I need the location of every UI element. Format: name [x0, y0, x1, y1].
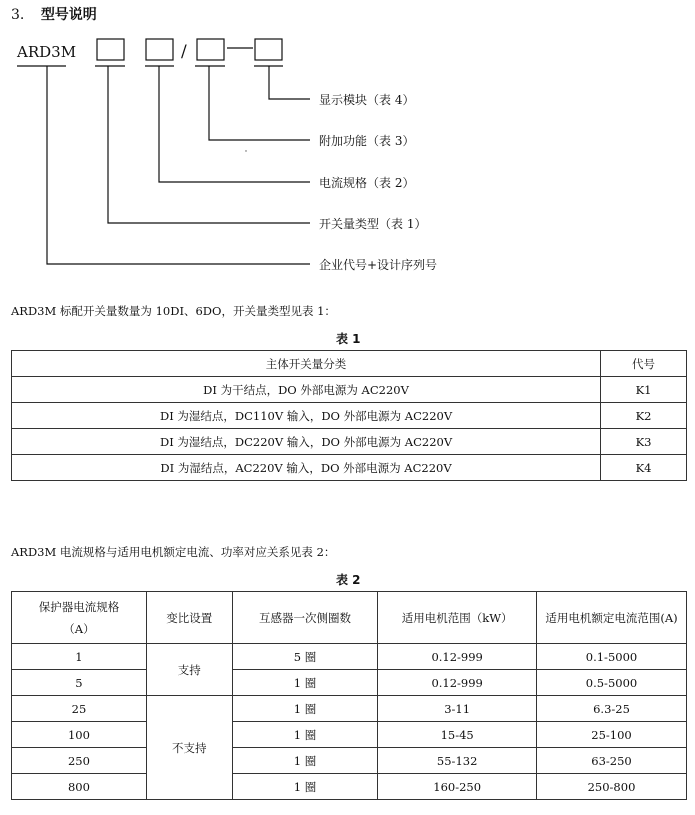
- table2-caption: 表 2: [336, 573, 361, 587]
- table-row: [12, 748, 687, 774]
- table-cell: 5: [12, 670, 147, 696]
- table-row: [12, 429, 687, 455]
- table-row: [12, 722, 687, 748]
- leader-line-function: [209, 66, 310, 140]
- leader-line-current: [159, 66, 310, 182]
- table-cell: 250: [12, 748, 147, 774]
- table-row: [12, 377, 687, 403]
- table-row: [12, 774, 687, 800]
- code-box-3: [197, 39, 224, 60]
- table-cell: DI 为湿结点，DC220V 输入，DO 外部电源为 AC220V: [12, 429, 601, 455]
- model-prefix: ARD3M: [17, 43, 77, 61]
- table-cell: 100: [12, 722, 147, 748]
- model-code-diagram: [0, 0, 695, 300]
- label-extra-function: 附加功能（表 3）: [319, 134, 415, 148]
- table-cell: K4: [601, 455, 687, 481]
- label-display-module: 显示模块（表 4）: [319, 93, 415, 107]
- table-cell: 6.3-25: [537, 696, 687, 722]
- column-header-ratio: 变比设置: [146, 592, 232, 644]
- column-header-kw: 适用电机范围（kW）: [378, 592, 537, 644]
- table-cell: DI 为湿结点，AC220V 输入，DO 外部电源为 AC220V: [12, 455, 601, 481]
- table-cell: 0.12-999: [378, 670, 537, 696]
- column-header-spec: 保护器电流规格（A）: [12, 592, 147, 644]
- table-cell: 63-250: [537, 748, 687, 774]
- table-cell: 0.1-5000: [537, 644, 687, 670]
- table-cell: 55-132: [378, 748, 537, 774]
- table-row: [12, 670, 687, 696]
- table-cell: 1 圈: [232, 696, 378, 722]
- label-switch-type: 开关量类型（表 1）: [319, 217, 427, 231]
- leader-line-company: [47, 66, 310, 264]
- leader-line-display: [269, 66, 310, 99]
- table-cell: 25: [12, 696, 147, 722]
- table-cell: 250-800: [537, 774, 687, 800]
- column-header: 代号: [601, 351, 687, 377]
- code-box-4: [255, 39, 282, 60]
- table-cell: 0.12-999: [378, 644, 537, 670]
- table-row: [12, 696, 687, 722]
- table-cell: 1 圈: [232, 670, 378, 696]
- table1-caption: 表 1: [336, 332, 361, 346]
- paragraph-current-spec: ARD3M 电流规格与适用电机额定电流、功率对应关系见表 2：: [11, 545, 336, 559]
- table-row: [12, 644, 687, 670]
- column-header: 主体开关量分类: [12, 351, 601, 377]
- paragraph-switch-qty: ARD3M 标配开关量数量为 10DI、6DO，开关量类型见表 1：: [11, 304, 336, 318]
- label-company-code: 企业代号+设计序列号: [319, 258, 438, 272]
- table-switch-types: [11, 350, 687, 481]
- table-cell: DI 为湿结点，DC110V 输入，DO 外部电源为 AC220V: [12, 403, 601, 429]
- table-cell: K2: [601, 403, 687, 429]
- table-row: [12, 403, 687, 429]
- table-cell: 25-100: [537, 722, 687, 748]
- table-cell: 3-11: [378, 696, 537, 722]
- table-cell: 15-45: [378, 722, 537, 748]
- column-header-current: 适用电机额定电流范围(A): [537, 592, 687, 644]
- table-cell-ratio-unsupported: 不支持: [146, 696, 232, 800]
- table-cell: 1 圈: [232, 774, 378, 800]
- label-current-spec: 电流规格（表 2）: [319, 176, 415, 190]
- table-cell-ratio-supported: 支持: [146, 644, 232, 696]
- table-cell: 0.5-5000: [537, 670, 687, 696]
- table-row: [12, 455, 687, 481]
- table-header-row: [12, 351, 687, 377]
- table-cell: 1 圈: [232, 722, 378, 748]
- table-header-row: [12, 592, 687, 644]
- table-cell: K1: [601, 377, 687, 403]
- table-cell: 1: [12, 644, 147, 670]
- code-box-1: [97, 39, 124, 60]
- table-cell: DI 为干结点，DO 外部电源为 AC220V: [12, 377, 601, 403]
- section-number: 3.: [11, 7, 25, 23]
- table-cell: K3: [601, 429, 687, 455]
- table-current-specs: [11, 591, 687, 800]
- table-cell: 1 圈: [232, 748, 378, 774]
- section-heading: 型号说明: [40, 7, 97, 23]
- code-box-2: [146, 39, 173, 60]
- table-cell: 5 圈: [232, 644, 378, 670]
- table-cell: 800: [12, 774, 147, 800]
- model-slash: /: [181, 42, 187, 62]
- column-header-turns: 互感器一次侧圈数: [232, 592, 378, 644]
- table-cell: 160-250: [378, 774, 537, 800]
